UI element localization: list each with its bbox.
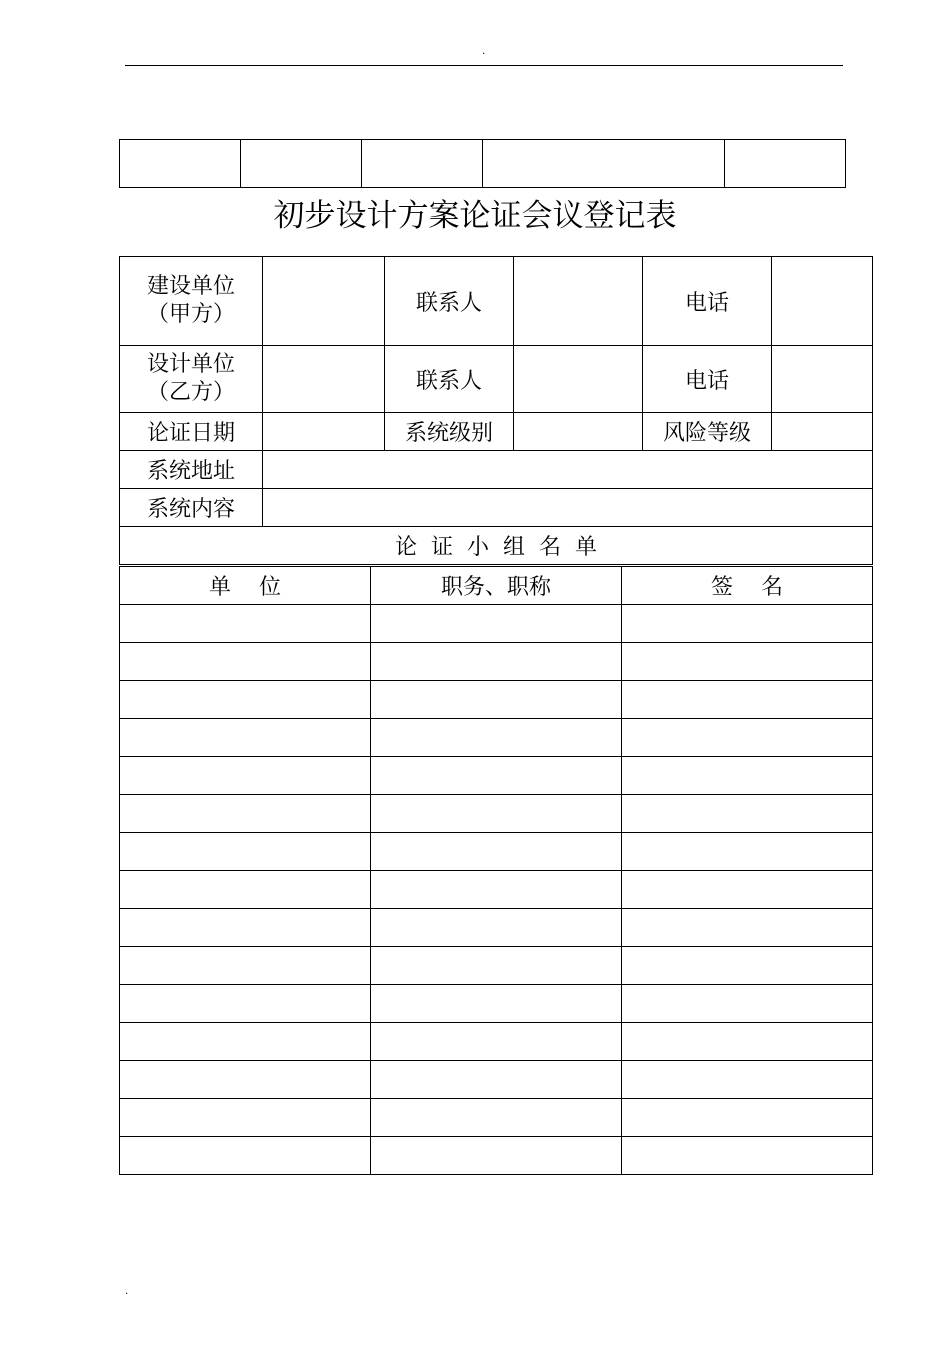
roster-title-cell[interactable]	[371, 605, 622, 643]
roster-title-cell[interactable]	[371, 1061, 622, 1099]
roster-header-sign	[622, 567, 873, 605]
roster-unit-cell[interactable]	[120, 985, 371, 1023]
roster-unit-cell[interactable]	[120, 681, 371, 719]
roster-unit-cell[interactable]	[120, 1061, 371, 1099]
risk-value[interactable]	[772, 413, 873, 451]
roster-title-cell[interactable]	[371, 871, 622, 909]
footer-mark: ·	[125, 1289, 129, 1300]
roster-header-title-text: 职务、职称	[440, 575, 551, 600]
roster-unit-cell[interactable]	[120, 1023, 371, 1061]
roster-title-cell[interactable]	[371, 1099, 622, 1137]
roster-table	[119, 566, 873, 1175]
top-cell-1[interactable]	[120, 140, 241, 188]
roster-unit-cell[interactable]	[120, 1137, 371, 1175]
roster-row	[120, 1023, 873, 1061]
builder-label-line2: （甲方）	[146, 302, 235, 327]
roster-sign-cell[interactable]	[622, 909, 873, 947]
designer-phone-label: 电话	[643, 346, 772, 413]
roster-unit-cell[interactable]	[120, 795, 371, 833]
roster-sign-cell[interactable]	[622, 947, 873, 985]
roster-row	[120, 947, 873, 985]
date-label: 论证日期	[120, 413, 263, 451]
roster-title-cell[interactable]	[371, 643, 622, 681]
designer-label-line1: 设计单位	[146, 352, 235, 377]
builder-label-line1: 建设单位	[146, 274, 235, 299]
roster-sign-cell[interactable]	[622, 719, 873, 757]
builder-phone-value[interactable]	[772, 257, 873, 346]
roster-title-cell[interactable]	[371, 985, 622, 1023]
roster-row	[120, 871, 873, 909]
top-cell-5[interactable]	[725, 140, 846, 188]
roster-unit-cell[interactable]	[120, 1099, 371, 1137]
roster-header-sign-text: 签 名	[711, 575, 783, 600]
address-value[interactable]	[263, 451, 873, 489]
roster-title-cell[interactable]	[371, 719, 622, 757]
roster-row	[120, 985, 873, 1023]
roster-title-cell[interactable]	[371, 795, 622, 833]
header-rule	[125, 65, 843, 66]
roster-sign-cell[interactable]	[622, 681, 873, 719]
roster-header-unit	[120, 567, 371, 605]
roster-title-cell[interactable]	[371, 757, 622, 795]
address-label: 系统地址	[120, 451, 263, 489]
level-value[interactable]	[514, 413, 643, 451]
roster-row	[120, 605, 873, 643]
roster-title-cell[interactable]	[371, 947, 622, 985]
content-value[interactable]	[263, 489, 873, 527]
roster-row	[120, 681, 873, 719]
roster-sign-cell[interactable]	[622, 795, 873, 833]
roster-sign-cell[interactable]	[622, 1099, 873, 1137]
top-cell-4[interactable]	[483, 140, 725, 188]
roster-row	[120, 833, 873, 871]
group-title-text: 论 证 小 组 名 单	[395, 535, 597, 560]
top-cell-3[interactable]	[362, 140, 483, 188]
roster-row	[120, 909, 873, 947]
roster-row	[120, 795, 873, 833]
roster-unit-cell[interactable]	[120, 909, 371, 947]
designer-label	[120, 346, 263, 413]
roster-title-cell[interactable]	[371, 833, 622, 871]
roster-row	[120, 1137, 873, 1175]
roster-row	[120, 719, 873, 757]
roster-sign-cell[interactable]	[622, 1061, 873, 1099]
designer-value[interactable]	[263, 346, 385, 413]
top-cell-2[interactable]	[241, 140, 362, 188]
roster-header-unit-text: 单 位	[209, 575, 281, 600]
roster-sign-cell[interactable]	[622, 1023, 873, 1061]
roster-title-cell[interactable]	[371, 909, 622, 947]
header-mark: ·	[482, 49, 486, 60]
roster-row	[120, 1099, 873, 1137]
roster-sign-cell[interactable]	[622, 757, 873, 795]
roster-header-title	[371, 567, 622, 605]
roster-sign-cell[interactable]	[622, 985, 873, 1023]
roster-row	[120, 1061, 873, 1099]
level-label: 系统级别	[385, 413, 514, 451]
roster-sign-cell[interactable]	[622, 871, 873, 909]
builder-label	[120, 257, 263, 346]
roster-row	[120, 757, 873, 795]
designer-phone-value[interactable]	[772, 346, 873, 413]
roster-sign-cell[interactable]	[622, 1137, 873, 1175]
roster-title-cell[interactable]	[371, 1023, 622, 1061]
content-label: 系统内容	[120, 489, 263, 527]
date-value[interactable]	[263, 413, 385, 451]
roster-unit-cell[interactable]	[120, 605, 371, 643]
page-title: 初步设计方案论证会议登记表	[273, 198, 677, 234]
roster-row	[120, 643, 873, 681]
roster-sign-cell[interactable]	[622, 643, 873, 681]
roster-unit-cell[interactable]	[120, 947, 371, 985]
roster-title-cell[interactable]	[371, 681, 622, 719]
risk-label: 风险等级	[643, 413, 772, 451]
roster-title-cell[interactable]	[371, 1137, 622, 1175]
builder-contact-label: 联系人	[385, 257, 514, 346]
roster-unit-cell[interactable]	[120, 643, 371, 681]
roster-sign-cell[interactable]	[622, 833, 873, 871]
top-blank-table	[119, 139, 846, 188]
registration-form	[119, 256, 873, 565]
builder-value[interactable]	[263, 257, 385, 346]
designer-contact-label: 联系人	[385, 346, 514, 413]
group-title	[120, 527, 873, 565]
builder-contact-value[interactable]	[514, 257, 643, 346]
roster-sign-cell[interactable]	[622, 605, 873, 643]
designer-label-line2: （乙方）	[146, 380, 235, 405]
roster-unit-cell[interactable]	[120, 833, 371, 871]
designer-contact-value[interactable]	[514, 346, 643, 413]
roster-unit-cell[interactable]	[120, 719, 371, 757]
builder-phone-label: 电话	[643, 257, 772, 346]
roster-unit-cell[interactable]	[120, 757, 371, 795]
roster-unit-cell[interactable]	[120, 871, 371, 909]
